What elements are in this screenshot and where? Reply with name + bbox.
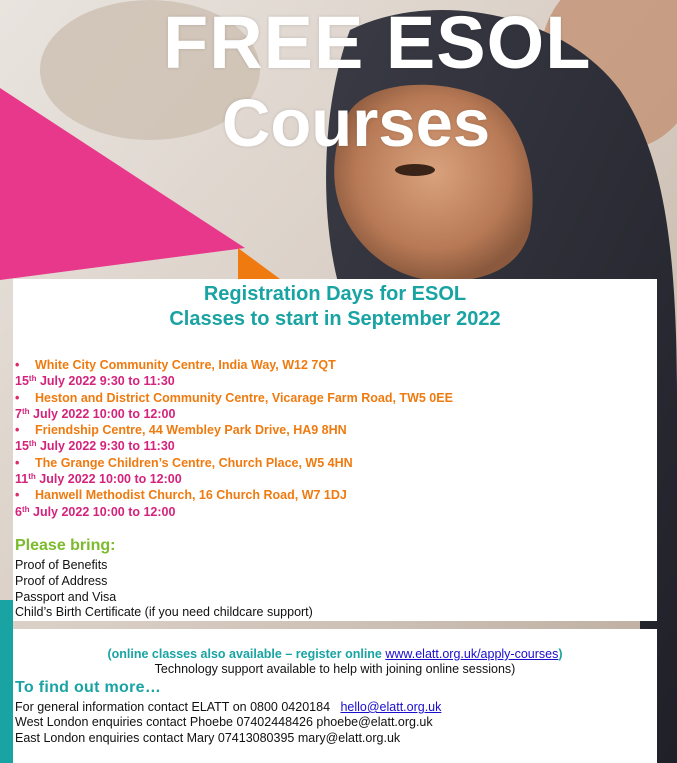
location-name: The Grange Children’s Centre, Church Place, W5 4HN [35, 455, 353, 470]
location-date: 7th July 2022 10:00 to 12:00 [15, 406, 176, 421]
location-item [15, 422, 655, 455]
location-item [15, 357, 655, 390]
location-date: 11th July 2022 10:00 to 12:00 [15, 472, 182, 487]
registration-heading-line1: Registration Days for ESOL [203, 283, 467, 305]
registration-panel [13, 279, 657, 621]
hello-email-link[interactable]: hello@elatt.org.uk [340, 700, 442, 714]
tech-support-note: Technology support available to help with joining online sessions) [154, 662, 516, 676]
locations-list [15, 357, 655, 520]
registration-heading-line2: Classes to start in September 2022 [169, 308, 501, 330]
bullet: • [15, 488, 20, 503]
east-london-contact: East London enquiries contact Mary 07413080395 mary@elatt.org.uk [15, 731, 401, 745]
general-contact: For general information contact ELATT on 0800 0420184 hello@elatt.org.uk [15, 700, 442, 714]
bullet: • [15, 358, 20, 372]
location-date: 15th July 2022 9:30 to 11:30 [15, 439, 175, 454]
bring-item: Proof of Benefits [15, 558, 108, 572]
contact-panel [13, 629, 657, 763]
find-out-more-heading: To find out more… [15, 679, 162, 696]
location-item [15, 487, 655, 520]
registration-heading [13, 282, 657, 332]
bullet: • [15, 423, 20, 438]
location-item [15, 390, 655, 423]
online-classes-note: (online classes also available – register online www.elatt.org.uk/apply-courses) [107, 647, 563, 661]
location-name: Heston and District Community Centre, Vicarage Farm Road, TW5 0EE [35, 390, 453, 405]
location-name: Hanwell Methodist Church, 16 Church Road, W7 1DJ [35, 488, 347, 503]
bullet: • [15, 390, 20, 405]
bring-item: Passport and Visa [15, 589, 117, 604]
please-bring-list [15, 558, 313, 621]
please-bring-heading: Please bring: [15, 537, 116, 554]
location-name: Friendship Centre, 44 Wembley Park Drive, HA9 8HN [35, 423, 347, 438]
apply-courses-link[interactable]: www.elatt.org.uk/apply-courses [385, 647, 559, 661]
bring-item: Child’s Birth Certificate (if you need childcare support) [15, 605, 313, 620]
hero-title-line2: Courses [222, 86, 491, 161]
bullet: • [15, 455, 20, 470]
location-name: White City Community Centre, India Way, W12 7QT [35, 358, 336, 372]
west-london-contact: West London enquiries contact Phoebe 07402448426 phoebe@elatt.org.uk [15, 715, 433, 729]
bring-item: Proof of Address [15, 573, 108, 588]
location-date: 6th July 2022 10:00 to 12:00 [15, 504, 176, 519]
hero-title-line1: FREE ESOL [163, 1, 592, 84]
location-item [15, 455, 655, 488]
location-date: 15th July 2022 9:30 to 11:30 [15, 374, 175, 389]
